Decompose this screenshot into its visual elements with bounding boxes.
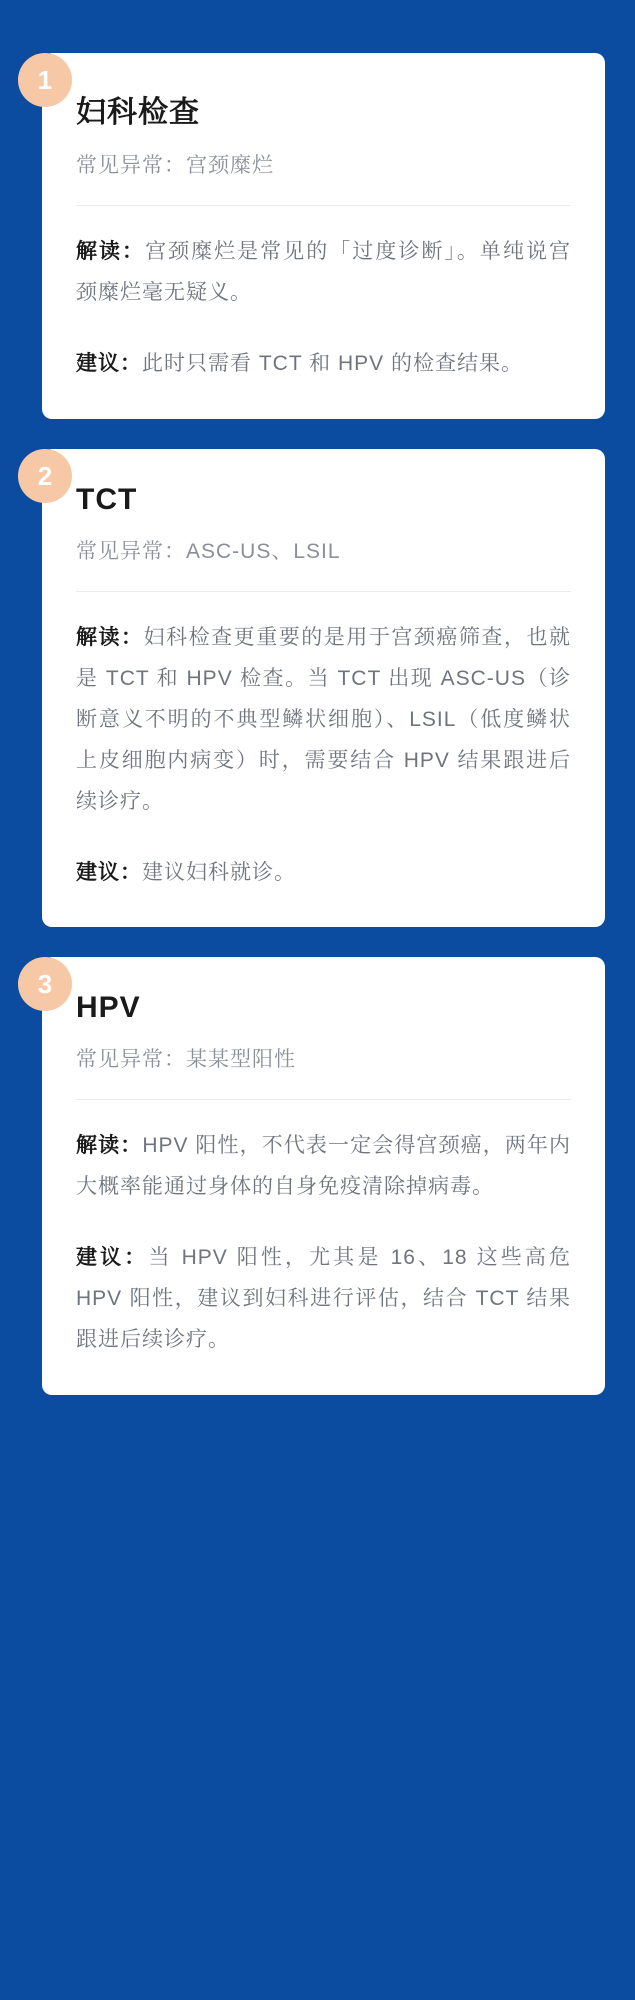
- block-text: 建议妇科就诊。: [142, 860, 296, 884]
- block-label: 建议：: [76, 351, 142, 375]
- card-block-advice: [76, 344, 571, 385]
- card-title: TCT: [76, 482, 138, 516]
- card-block-interpretation: [76, 232, 571, 314]
- card-body: [42, 53, 605, 419]
- block-label: 建议：: [76, 1246, 149, 1270]
- card-number-badge: 2: [18, 449, 72, 503]
- card-block-interpretation: [76, 618, 571, 823]
- card-list: [30, 53, 605, 1395]
- block-text: 当 HPV 阳性，尤其是 16、18 这些高危 HPV 阳性，建议到妇科进行评估，结合 TCT 结果跟进后续诊疗。: [76, 1246, 571, 1352]
- block-text: HPV 阳性，不代表一定会得宫颈癌，两年内大概率能通过身体的自身免疫清除掉病毒。: [76, 1134, 572, 1199]
- card-block-advice: [76, 1238, 571, 1361]
- info-card-1: [30, 53, 605, 419]
- block-label: 解读：: [76, 625, 144, 649]
- card-subtitle: 常见异常：某某型阳性: [76, 1043, 571, 1100]
- card-subtitle: 常见异常：宫颈糜烂: [76, 149, 571, 206]
- card-title: HPV: [76, 991, 141, 1025]
- card-body: [42, 957, 605, 1395]
- block-label: 解读：: [76, 240, 146, 263]
- block-label: 解读：: [76, 1134, 143, 1158]
- card-body: [42, 449, 605, 928]
- info-card-3: [30, 957, 605, 1395]
- card-block-interpretation: [76, 1126, 571, 1208]
- block-text: 宫颈糜烂是常见的「过度诊断」。单纯说宫颈糜烂毫无疑义。: [76, 240, 572, 304]
- card-number-badge: 3: [18, 957, 72, 1011]
- block-text: 妇科检查更重要的是用于宫颈癌筛查，也就是 TCT 和 HPV 检查。当 TCT 出现 ASC-US（诊断意义不明的不典型鳞状细胞）、LSIL（低度鳞状上皮细胞内病变）时，需要结合 HPV 结果跟进后续诊疗。: [76, 625, 572, 813]
- card-title: 妇科检查: [76, 96, 200, 129]
- card-subtitle: 常见异常：ASC-US、LSIL: [76, 535, 571, 592]
- block-label: 建议：: [76, 860, 142, 884]
- info-card-2: [30, 449, 605, 928]
- card-number-badge: 1: [18, 53, 72, 107]
- block-text: 此时只需看 TCT 和 HPV 的检查结果。: [142, 351, 523, 375]
- card-block-advice: [76, 853, 571, 894]
